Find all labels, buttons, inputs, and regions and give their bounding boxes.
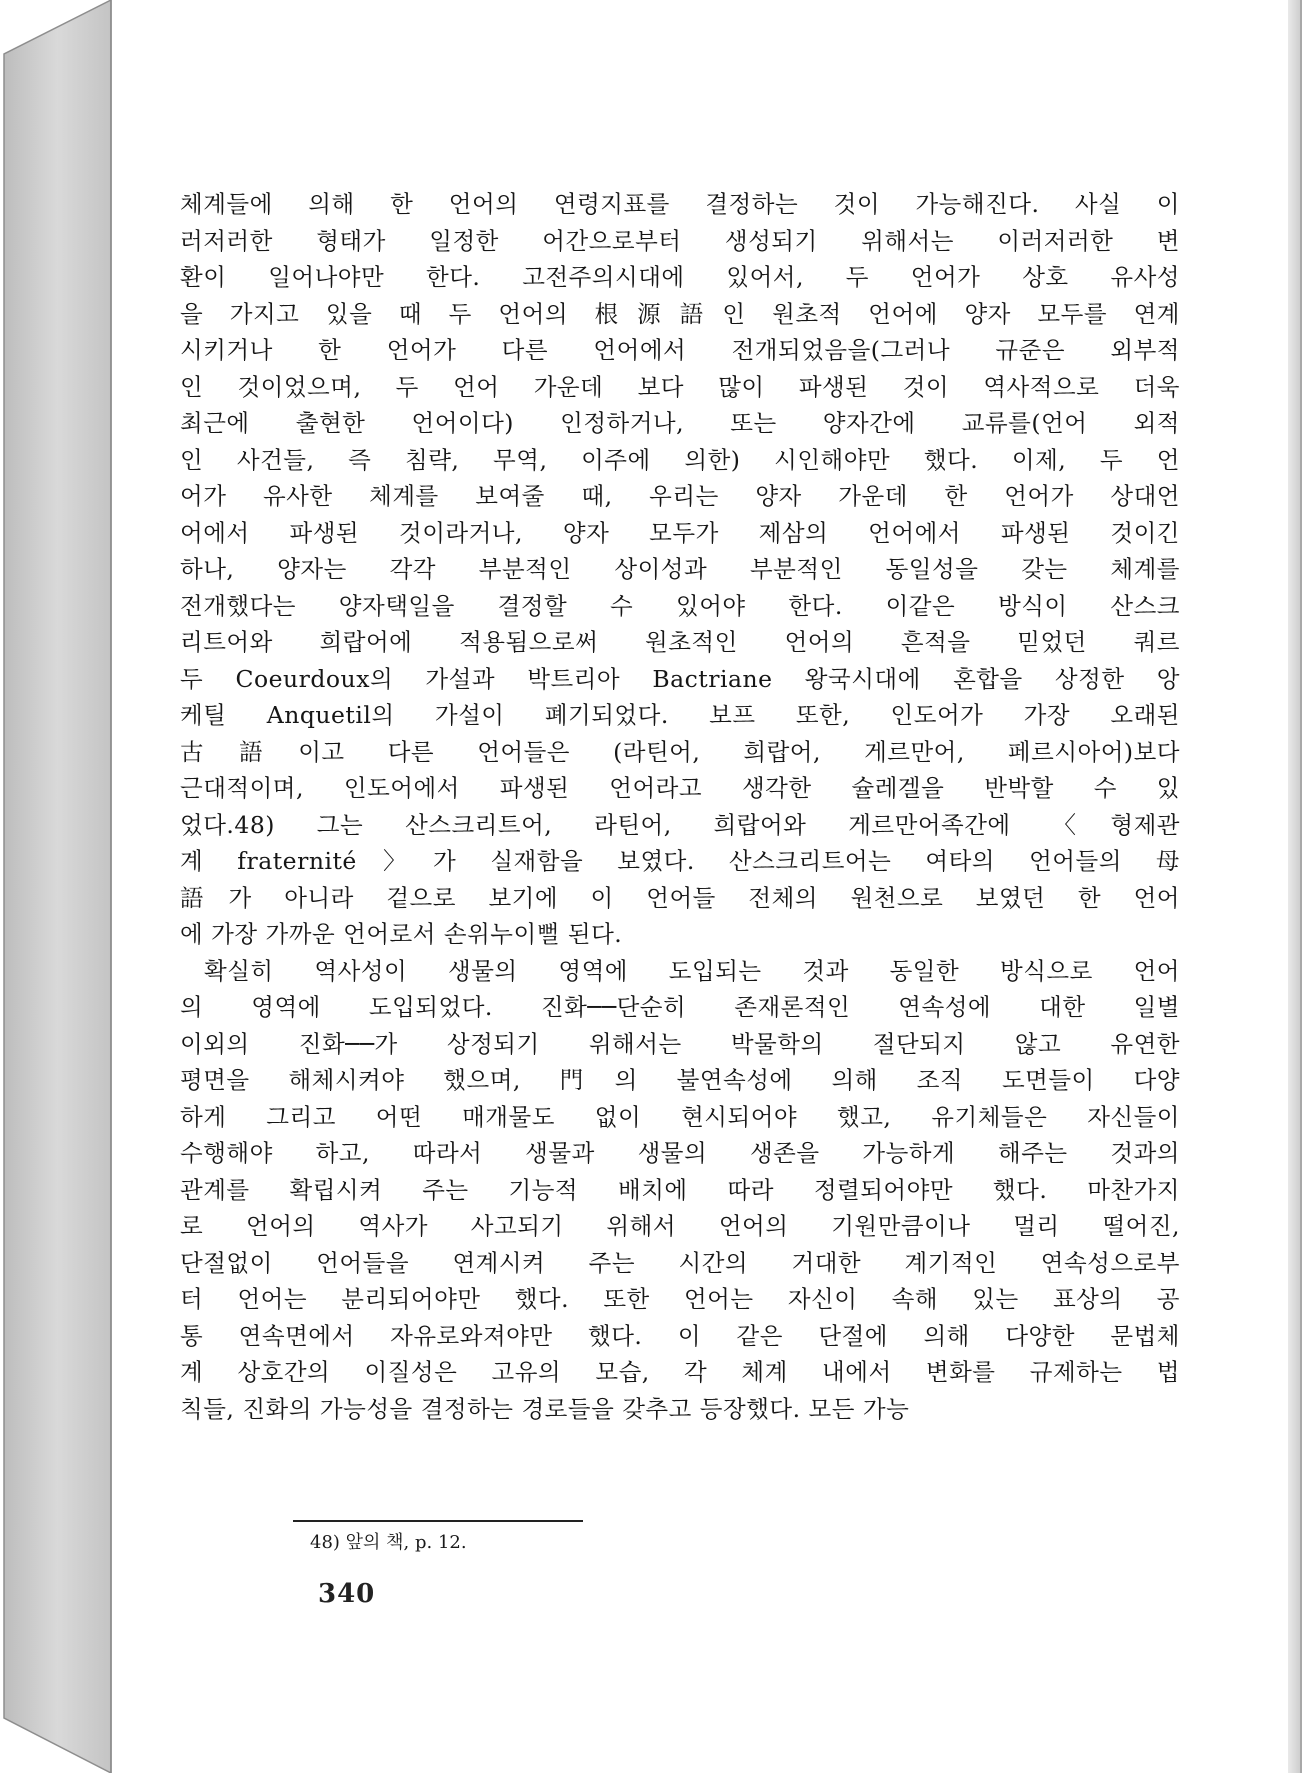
text-line: 계 상호간의 이질성은 고유의 모습, 각 체계 내에서 변화를 규제하는 법 [180,1358,1180,1386]
text-line: 러저러한 형태가 일정한 어간으로부터 생성되기 위해서는 이러저러한 변 [180,226,1180,255]
text-line: 터 언어는 분리되어야만 했다. 또한 언어는 자신이 속해 있는 표상의 공 [180,1285,1180,1313]
text-line: 수행해야 하고, 따라서 생물과 생물의 생존을 가능하게 해주는 것과의 [180,1139,1180,1167]
text-line: 환이 일어나야만 한다. 고전주의시대에 있어서, 두 언어가 상호 유사성 [180,263,1180,291]
paragraph-1 [180,186,1180,953]
text-line: 확실히 역사성이 생물의 영역에 도입되는 것과 동일한 방식으로 언어 [204,956,1180,985]
footnote-divider [293,1520,583,1522]
text-line: 하나, 양자는 각각 부분적인 상이성과 부분적인 동일성을 갖는 체계를 [180,555,1180,583]
text-line: 古語이고 다른 언어들은 (라틴어, 희랍어, 게르만어, 페르시아어)보다 [180,737,1180,766]
text-line: 리트어와 희랍어에 적용됨으로써 원초적인 언어의 흔적을 믿었던 쿼르 [180,628,1180,656]
text-line: 로 언어의 역사가 사고되기 위해서 언어의 기원만큼이나 멀리 떨어진, [180,1212,1180,1240]
text-line: 칙들, 진화의 가능성을 결정하는 경로들을 갖추고 등장했다. 모든 가능 [180,1394,910,1423]
text-line: 인 사건들, 즉 침략, 무역, 이주에 의한) 시인해야만 했다. 이제, 두 언 [180,445,1180,474]
text-line: 의 영역에 도입되었다. 진화──단순히 존재론적인 연속성에 대한 일별 [180,993,1180,1021]
text-line: 어에서 파생된 것이라거나, 양자 모두가 제삼의 언어에서 파생된 것이긴 [180,518,1180,547]
page-edge [1288,0,1300,1773]
text-line: 전개했다는 양자택일을 결정할 수 있어야 한다. 이같은 방식이 산스크 [180,591,1180,620]
text-line: 에 가장 가까운 언어로서 손위누이뻘 된다. [180,920,623,948]
text-line: 평면을 해체시켜야 했으며, 門의 불연속성에 의해 조직 도면들이 다양 [180,1066,1180,1094]
text-line: 을 가지고 있을 때 두 언어의 根源語인 원초적 언어에 양자 모두를 연계 [180,299,1180,328]
text-line: 계 fraternité〉가 실재함을 보였다. 산스크리트어는 여타의 언어들의 母 [180,847,1180,875]
text-line: 최근에 출현한 언어이다) 인정하거나, 또는 양자간에 교류를(언어 외적 [180,409,1180,437]
text-line: 시키거나 한 언어가 다른 언어에서 전개되었음을(그러나 규준은 외부적 [180,336,1180,364]
text-line: 체계들에 의해 한 언어의 연령지표를 결정하는 것이 가능해진다. 사실 이 [180,190,1180,218]
text-line: 두 Coeurdoux의 가설과 박트리아 Bactriane 왕국시대에 혼합을 상정한 앙 [180,664,1180,693]
text-line: 케틸 Anquetil의 가설이 폐기되었다. 보프 또한, 인도어가 가장 오래된 [180,701,1180,729]
text-line: 인 것이었으며, 두 언어 가운데 보다 많이 파생된 것이 역사적으로 더욱 [180,372,1180,401]
text-line: 이외의 진화──가 상정되기 위해서는 박물학의 절단되지 않고 유연한 [180,1029,1180,1058]
paragraph-2 [180,953,1180,1428]
text-line: 하게 그리고 어떤 매개물도 없이 현시되어야 했고, 유기체들은 자신들이 [180,1102,1180,1131]
body-text [180,186,1180,1427]
page-number: 340 [318,1579,376,1609]
text-line: 근대적이며, 인도어에서 파생된 언어라고 생각한 슐레겔을 반박할 수 있 [180,774,1180,802]
text-line: 관계를 확립시켜 주는 기능적 배치에 따라 정렬되어야만 했다. 마찬가지 [180,1175,1180,1204]
text-line: 어가 유사한 체계를 보여줄 때, 우리는 양자 가운데 한 언어가 상대언 [180,482,1180,510]
text-line: 었다.48) 그는 산스크리트어, 라틴어, 희랍어와 게르만어족간에 〈형제관 [180,810,1180,839]
footnote: 48) 앞의 책, p. 12. [310,1532,467,1553]
text-line: 단절없이 언어들을 연계시켜 주는 시간의 거대한 계기적인 연속성으로부 [180,1248,1180,1277]
text-line: 통 연속면에서 자유로와져야만 했다. 이 같은 단절에 의해 다양한 문법체 [180,1321,1180,1350]
text-line: 語가 아니라 겉으로 보기에 이 언어들 전체의 원천으로 보였던 한 언어 [180,883,1180,912]
